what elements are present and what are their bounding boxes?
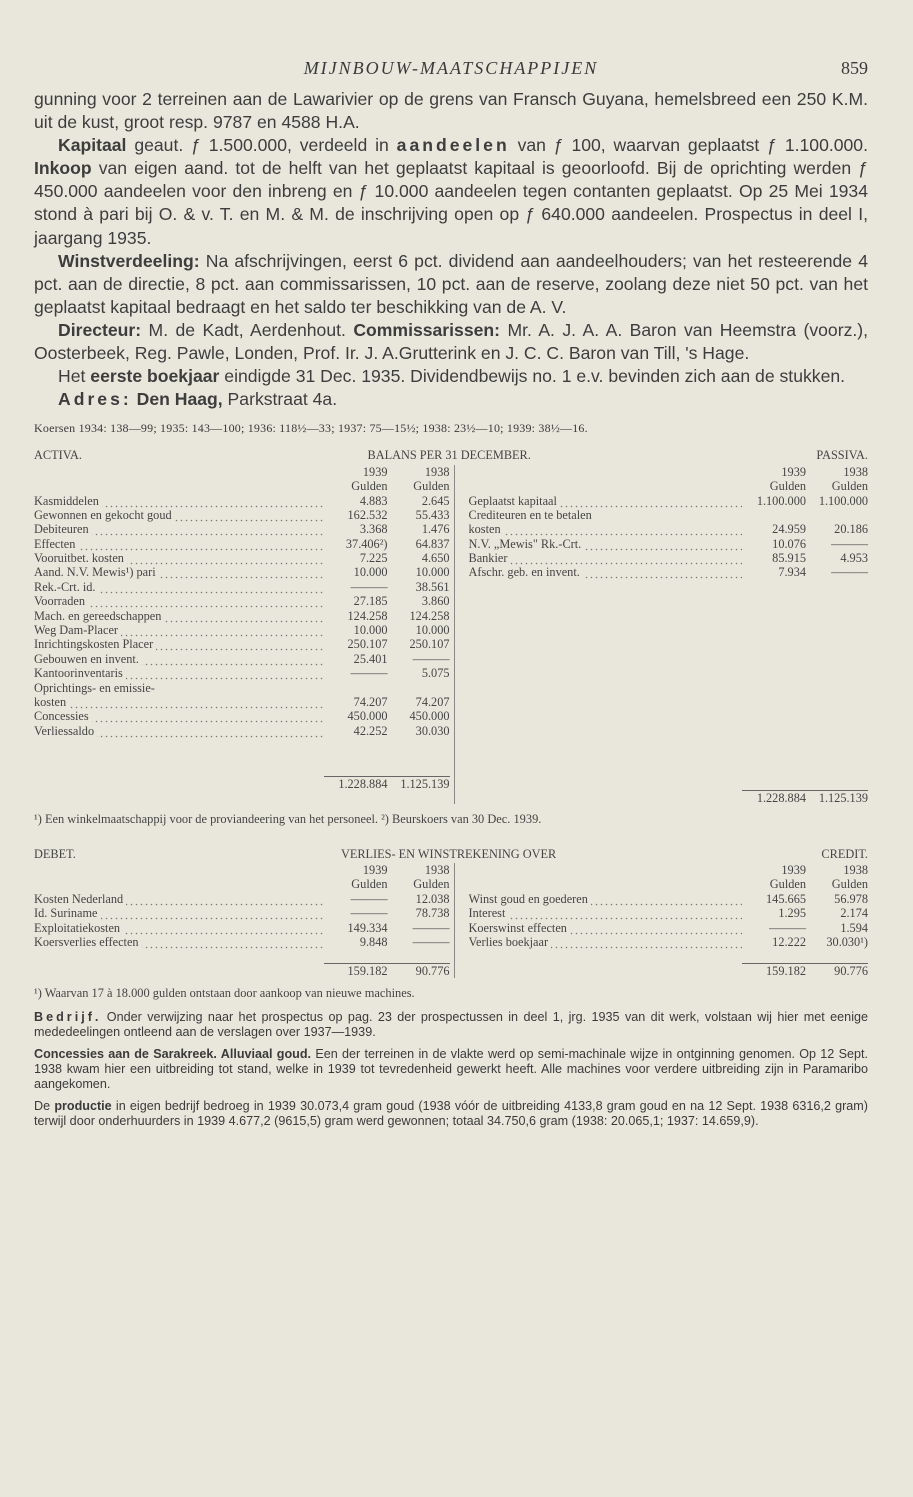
activa-total-row	[34, 776, 454, 790]
value-1939: 145.665	[766, 891, 806, 906]
value-1939: 10.000	[353, 565, 388, 580]
value-1939: 162.532	[347, 507, 388, 522]
value-1939: ———	[350, 906, 388, 921]
concessies-label: Concessies aan de Sarakreek. Alluviaal goud.	[34, 1047, 312, 1062]
credit-unit-header	[455, 877, 869, 891]
running-header	[34, 58, 868, 88]
credit-column	[455, 863, 869, 978]
header-title: MIJNBOUW-MAATSCHAPPIJEN	[303, 58, 599, 78]
balans-footnote: ¹) Een winkelmaatschappij voor de proviandeering van het personeel. ²) Beurskoers van 30 Dec. 1939.	[34, 812, 542, 827]
value-1939: 42.252	[353, 723, 388, 738]
boekjaar-text-2: eindigde 31 Dec. 1935. Dividendbewijs no. 1 e.v. bevinden zich aan de stukken.	[219, 366, 846, 387]
activa-column	[34, 465, 455, 805]
credit-total-1938: 90.776	[806, 963, 868, 977]
value-1939: 9.848	[359, 935, 388, 949]
row-label: Voorraden	[34, 594, 324, 608]
row-label: Aand. N.V. Mewis¹) pari	[34, 565, 324, 579]
passiva-year-header	[455, 465, 869, 479]
passiva-column	[455, 465, 869, 805]
value-1939: 37.406²)	[345, 536, 388, 551]
row-label: N.V. „Mewis" Rk.-Crt.	[469, 537, 743, 551]
credit-total-1939: 159.182	[742, 963, 806, 977]
activa-row	[34, 637, 454, 651]
row-label: Crediteuren en te betalen	[468, 507, 592, 522]
value-1939: 7.934	[778, 565, 806, 580]
activa-row	[34, 609, 454, 623]
value-1939	[742, 508, 806, 522]
value-1939: 10.076	[772, 536, 806, 551]
row-label: Rek.-Crt. id.	[34, 580, 324, 594]
value-1939: 27.185	[353, 594, 388, 609]
value-1938: 30.030¹)	[826, 935, 868, 949]
activa-row	[34, 724, 454, 738]
body-text	[34, 88, 868, 411]
debet-row	[34, 921, 454, 935]
activa-row	[34, 522, 454, 536]
value-1939: 450.000	[347, 709, 388, 724]
row-label: Weg Dam-Placer	[34, 623, 324, 637]
row-label: Inrichtingskosten Placer	[34, 637, 324, 651]
verlies-title: VERLIES- EN WINSTREKENING OVER	[340, 846, 557, 861]
row-label: Afschr. geb. en invent.	[469, 565, 743, 579]
concessies-paragraph	[34, 1047, 868, 1091]
activa-unit-header	[34, 479, 454, 493]
value-1938: 4.650	[421, 551, 450, 566]
productie-paragraph	[34, 1099, 868, 1128]
row-label: kosten	[34, 695, 324, 709]
value-1938: 78.738	[415, 906, 450, 921]
unit-label: Gulden	[413, 877, 450, 892]
kapitaal-text-1: geaut. ƒ 1.500.000, verdeeld in	[126, 135, 397, 156]
credit-row	[469, 906, 869, 920]
bedrijf-paragraph	[34, 1010, 868, 1039]
unit-label: Gulden	[351, 479, 388, 494]
value-1938: ———	[831, 536, 868, 551]
row-label: Mach. en gereedschappen	[34, 609, 324, 623]
aandeelen-word: aandeelen	[396, 135, 510, 156]
row-label: Koersverlies effecten	[34, 935, 324, 949]
credit-row	[469, 921, 869, 935]
row-label: Debiteuren	[34, 522, 324, 536]
passiva-row	[469, 565, 869, 579]
value-1938: 56.978	[834, 891, 868, 906]
value-1939: 124.258	[347, 608, 388, 623]
row-label: Oprichtings- en emissie-	[34, 680, 155, 695]
value-1939: 250.107	[347, 637, 388, 652]
value-1938: ———	[831, 565, 868, 580]
debet-row	[34, 892, 454, 906]
productie-label: productie	[54, 1099, 112, 1114]
year-1938: 1938	[424, 464, 450, 479]
year-1939: 1939	[781, 863, 806, 878]
row-label: kosten	[469, 522, 743, 536]
credit-row	[469, 935, 869, 949]
activa-year-header	[34, 465, 454, 479]
year-1939: 1939	[362, 863, 388, 878]
row-label: Id. Suriname	[34, 906, 324, 920]
value-1938	[388, 681, 450, 695]
value-1938: 64.837	[415, 536, 450, 551]
value-1938: 450.000	[409, 709, 450, 724]
inkoop-label: Inkoop	[34, 158, 92, 179]
boekjaar-text-1: Het	[58, 366, 91, 387]
year-1938: 1938	[843, 464, 868, 479]
activa-row	[34, 695, 454, 709]
year-1939: 1939	[781, 464, 806, 479]
row-label: Verlies boekjaar	[469, 935, 743, 949]
directeur-paragraph	[34, 319, 868, 365]
value-1938	[806, 508, 868, 522]
value-1938: 1.100.000	[818, 493, 868, 508]
value-1938: 12.038	[415, 891, 450, 906]
activa-row	[34, 623, 454, 637]
row-label: Verliessaldo	[34, 724, 324, 738]
value-1939: 85.915	[772, 551, 806, 566]
credit-title: CREDIT.	[821, 846, 868, 861]
verlies-footnote: ¹) Waarvan 17 à 18.000 gulden ontstaan door aankoop van nieuwe machines.	[34, 985, 415, 1000]
value-1938: 30.030	[415, 723, 450, 738]
winst-label: Winstverdeeling:	[58, 250, 200, 271]
unit-label: Gulden	[769, 479, 806, 494]
passiva-title: PASSIVA.	[816, 448, 868, 463]
adres-label: Adres:	[58, 389, 132, 410]
value-1938: 55.433	[415, 507, 450, 522]
unit-label: Gulden	[831, 479, 868, 494]
notes-section	[34, 1010, 868, 1128]
value-1938: 4.953	[840, 551, 868, 566]
row-label: Winst goud en goederen	[469, 892, 743, 906]
verlies-winst-table	[34, 847, 868, 1001]
debet-unit-header	[34, 877, 454, 891]
row-label: Vooruitbet. kosten	[34, 551, 324, 565]
value-1938: 1.594	[840, 920, 868, 935]
activa-row	[34, 666, 454, 680]
balans-table	[34, 448, 868, 826]
value-1939: 1.100.000	[756, 493, 806, 508]
debet-total-1939: 159.182	[324, 963, 388, 977]
debet-total-row	[34, 963, 454, 977]
value-1938: ———	[412, 935, 450, 949]
row-label: Kasmiddelen	[34, 494, 324, 508]
value-1939	[324, 681, 388, 695]
activa-total-1939: 1.228.884	[324, 776, 388, 790]
passiva-row	[469, 537, 869, 551]
activa-row	[34, 537, 454, 551]
debet-total-1938: 90.776	[388, 963, 450, 977]
unit-label: Gulden	[351, 877, 388, 892]
row-label: Kosten Nederland	[34, 892, 324, 906]
winst-text: Na afschrijvingen, eerst 6 pct. dividend aan aandeelhouders; van het resteerende 4 pct. aan de directie, 8 pct. aan commissarissen, 10 pct. aan de reserve, zoolang deze niet 50 pct. van het geplaatst kapitaal bedraagt en het saldo ter beschikking van de A. V.	[34, 250, 868, 317]
debet-column	[34, 863, 455, 978]
directeur-label: Directeur:	[58, 319, 142, 340]
value-1938: 38.561	[415, 579, 450, 594]
verlies-titles	[34, 847, 868, 861]
value-1939: 10.000	[353, 623, 388, 638]
year-1938: 1938	[424, 863, 450, 878]
year-1938: 1938	[843, 863, 868, 878]
activa-row	[34, 494, 454, 508]
value-1939: ———	[350, 891, 388, 906]
debet-year-header	[34, 863, 454, 877]
boekjaar-paragraph	[34, 365, 868, 388]
value-1938: 2.174	[840, 906, 868, 921]
activa-total-1938: 1.125.139	[388, 776, 450, 790]
passiva-row	[469, 551, 869, 565]
activa-row	[34, 508, 454, 522]
activa-row	[34, 709, 454, 723]
row-label: Kantoorinventaris	[34, 666, 324, 680]
value-1939: 7.225	[359, 551, 388, 566]
value-1938: ———	[412, 651, 450, 666]
koersen-line: Koersen 1934: 138—99; 1935: 143—100; 1936: 118½—33; 1937: 75—15½; 1938: 23½—10; 1939: 38½—16.	[34, 421, 588, 436]
adres-city: Den Haag,	[136, 389, 223, 410]
unit-label: Gulden	[831, 877, 868, 892]
passiva-row	[469, 508, 869, 522]
value-1939: 3.368	[359, 522, 388, 537]
value-1939: 74.207	[353, 694, 388, 709]
row-label: Koerswinst effecten	[469, 921, 743, 935]
directeur-text: M. de Kadt, Aerdenhout.	[141, 319, 354, 340]
value-1938: 124.258	[409, 608, 450, 623]
value-1938: 2.645	[421, 493, 450, 508]
value-1938: 20.186	[834, 522, 868, 537]
activa-row	[34, 551, 454, 565]
bedrijf-text: Onder verwijzing naar het prospectus op pag. 23 der prospectussen in deel 1, jrg. 1935 van dit werk, volstaan wij hier met eenige mededeelingen ontleend aan de verslagen over 1937—1939.	[34, 1010, 868, 1039]
value-1939: ———	[769, 920, 806, 935]
credit-total-row	[455, 963, 869, 977]
unit-label: Gulden	[413, 479, 450, 494]
value-1938: 250.107	[409, 637, 450, 652]
page-number: 859	[841, 58, 868, 78]
value-1939: 24.959	[772, 522, 806, 537]
activa-row	[34, 594, 454, 608]
adres-paragraph	[34, 388, 868, 411]
commissarissen-label: Commissarissen:	[353, 319, 501, 340]
activa-row	[34, 565, 454, 579]
value-1938: 10.000	[415, 623, 450, 638]
activa-row	[34, 580, 454, 594]
kapitaal-text-2: van ƒ 100, waarvan geplaatst ƒ 1.100.000.	[509, 135, 868, 156]
balans-titles	[34, 448, 868, 462]
value-1939: 149.334	[347, 920, 388, 935]
kapitaal-paragraph	[34, 134, 868, 249]
value-1939: 1.295	[778, 906, 806, 921]
debet-title: DEBET.	[34, 846, 76, 861]
winst-paragraph	[34, 250, 868, 319]
debet-row	[34, 935, 454, 949]
passiva-total-row	[455, 790, 869, 804]
passiva-row	[469, 522, 869, 536]
value-1938: 3.860	[421, 594, 450, 609]
year-1939: 1939	[362, 464, 388, 479]
debet-row	[34, 906, 454, 920]
row-label: Geplaatst kapitaal	[469, 494, 743, 508]
value-1938: 10.000	[415, 565, 450, 580]
credit-year-header	[455, 863, 869, 877]
passiva-unit-header	[455, 479, 869, 493]
row-label: Gewonnen en gekocht goud	[34, 508, 324, 522]
row-label: Bankier	[469, 551, 743, 565]
intro-paragraph: gunning voor 2 terreinen aan de Lawarivier op de grens van Fransch Guyana, hemelsbreed een 250 K.M. uit de kust, groot resp. 9787 en 4588 H.A.	[34, 89, 868, 133]
concessies-text: Een der terreinen in de vlakte werd op semi-machinale wijze in ontginning genomen. Op 12 Sept. 1938 kwam hier een uitbreiding tot stand, welke in 1939 tot tevredenheid gewerkt heeft. Alle machines voor verdere uitbreiding zijn in Paramaribo aangekomen.	[34, 1047, 868, 1091]
kapitaal-text-3: van eigen aand. tot de helft van het geplaatst kapitaal is geoorloofd. Bij de oprichting werden ƒ 450.000 aandeelen voor den inbreng en ƒ 10.000 aandeelen tegen contanten geplaatst. Op 25 Mei 1934 stond à pari bij O. & v. T. en M. & M. de inschrijving open op ƒ 640.000 aandeelen. Prospectus in deel I, jaargang 1935.	[34, 158, 868, 248]
row-label: Interest	[469, 906, 743, 920]
value-1939: ———	[350, 666, 388, 681]
value-1938: ———	[412, 920, 450, 935]
row-label: Gebouwen en invent.	[34, 652, 324, 666]
passiva-row	[469, 494, 869, 508]
row-label: Exploitatiekosten	[34, 921, 324, 935]
balans-title: BALANS PER 31 DECEMBER.	[367, 448, 531, 463]
value-1939: ———	[350, 579, 388, 594]
page	[34, 58, 868, 1136]
value-1938: 1.476	[421, 522, 450, 537]
passiva-total-1938: 1.125.139	[806, 790, 868, 804]
value-1939: 4.883	[359, 493, 388, 508]
commissarissen-text: Mr. A. J. A. A. Baron van Heemstra (voorz.), Oosterbeek, Reg. Pawle, Londen, Prof. Ir. J. A.Grutterink en J. C. C. Baron van Till, 's Hage.	[34, 319, 869, 364]
adres-street: Parkstraat 4a.	[222, 389, 338, 410]
row-label: Effecten	[34, 537, 324, 551]
productie-text-2: in eigen bedrijf bedroeg in 1939 30.073,4 gram goud (1938 vóór de uitbreiding 4133,8 gram goud en na 12 Sept. 1938 6316,2 gram) terwijl door onderhuurders in 1939 4.677,2 (9615,5) gram werd gewonnen; totaal 34.750,6 gram (1938: 20.065,1; 1937: 14.659,9).	[34, 1099, 868, 1128]
row-label: Concessies	[34, 709, 324, 723]
productie-text-1: De	[34, 1099, 55, 1114]
passiva-total-1939: 1.228.884	[742, 790, 806, 804]
value-1939: 12.222	[772, 935, 806, 949]
bedrijf-label: Bedrijf.	[34, 1010, 102, 1025]
kapitaal-label: Kapitaal	[58, 135, 127, 156]
activa-row	[34, 681, 454, 695]
activa-row	[34, 652, 454, 666]
credit-row	[469, 892, 869, 906]
unit-label: Gulden	[769, 877, 806, 892]
activa-title: ACTIVA.	[34, 448, 82, 463]
value-1938: 5.075	[421, 666, 450, 681]
boekjaar-label: eerste boekjaar	[90, 366, 220, 387]
value-1938: 74.207	[415, 694, 450, 709]
value-1939: 25.401	[353, 651, 388, 666]
